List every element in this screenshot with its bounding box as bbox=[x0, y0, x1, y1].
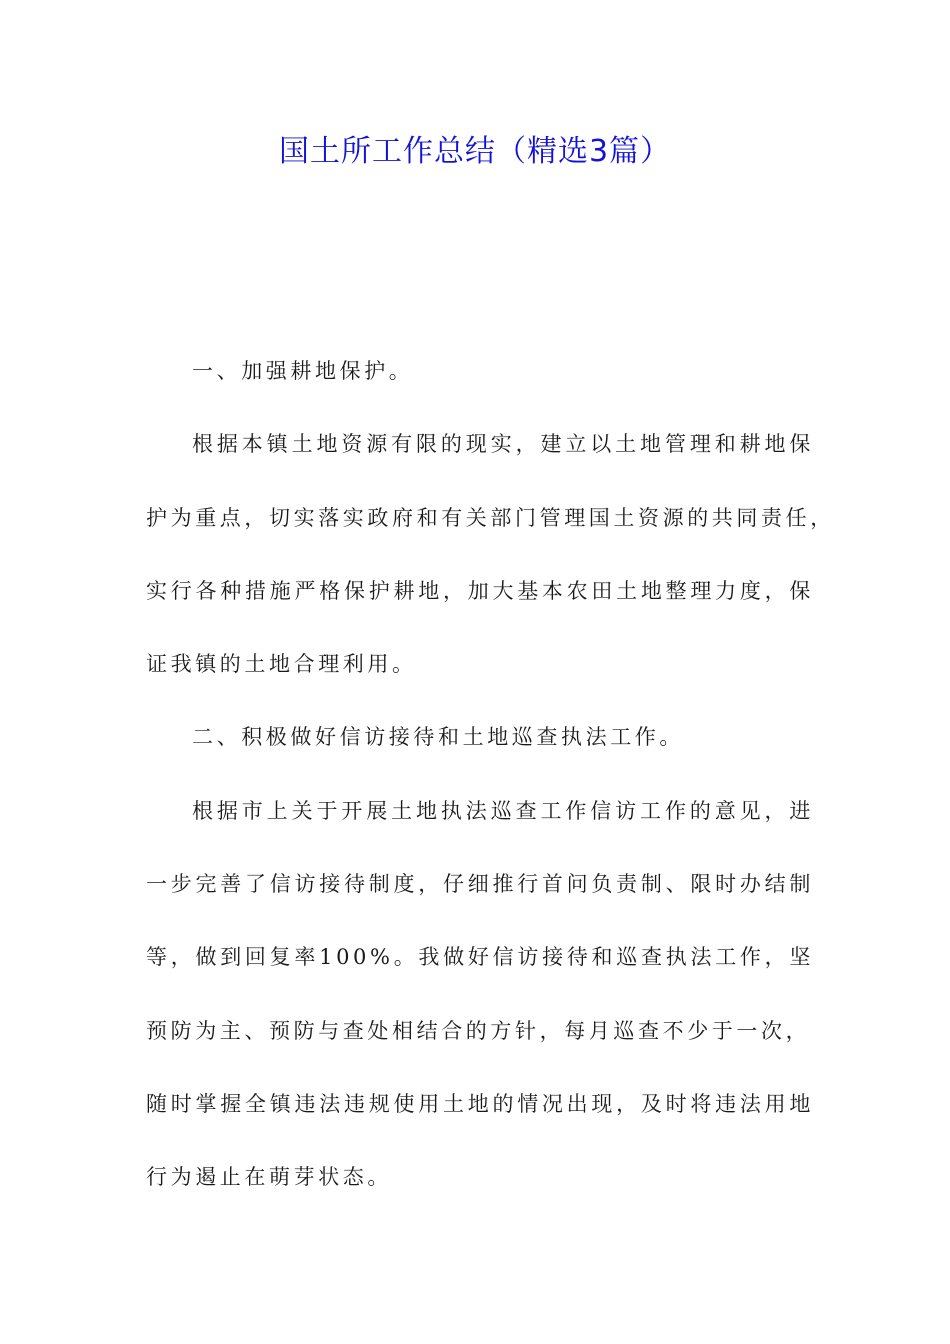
paragraph-line: 行为遏止在萌芽状态。 bbox=[146, 1165, 392, 1190]
document-body bbox=[146, 335, 835, 1215]
document-title: 国土所工作总结（精选3篇） bbox=[278, 134, 672, 169]
paragraph-line: 证我镇的土地合理利用。 bbox=[146, 652, 417, 677]
paragraph-line: 预防为主、预防与查处相结合的方针，每月巡查不少于一次， bbox=[146, 1018, 811, 1043]
section-heading-2: 二、积极做好信访接待和土地巡查执法工作。 bbox=[192, 725, 684, 750]
paragraph-line: 随时掌握全镇违法违规使用土地的情况出现，及时将违法用地 bbox=[146, 1091, 814, 1116]
paragraph-line: 根据市上关于开展土地执法巡查工作信访工作的意见，进 bbox=[192, 798, 814, 823]
paragraph-line: 实行各种措施严格保护耕地，加大基本农田土地整理力度，保 bbox=[146, 578, 814, 603]
paragraph-line: 等，做到回复率100%。我做好信访接待和巡查执法工作，坚 bbox=[146, 945, 814, 970]
section-heading-1: 一、加强耕地保护。 bbox=[192, 359, 414, 383]
paragraph-line: 根据本镇土地资源有限的现实，建立以土地管理和耕地保 bbox=[192, 432, 814, 457]
paragraph-line: 一步完善了信访接待制度，仔细推行首问负责制、限时办结制 bbox=[146, 872, 814, 897]
paragraph-line: 护为重点，切实落实政府和有关部门管理国土资源的共同责任， bbox=[146, 505, 835, 530]
